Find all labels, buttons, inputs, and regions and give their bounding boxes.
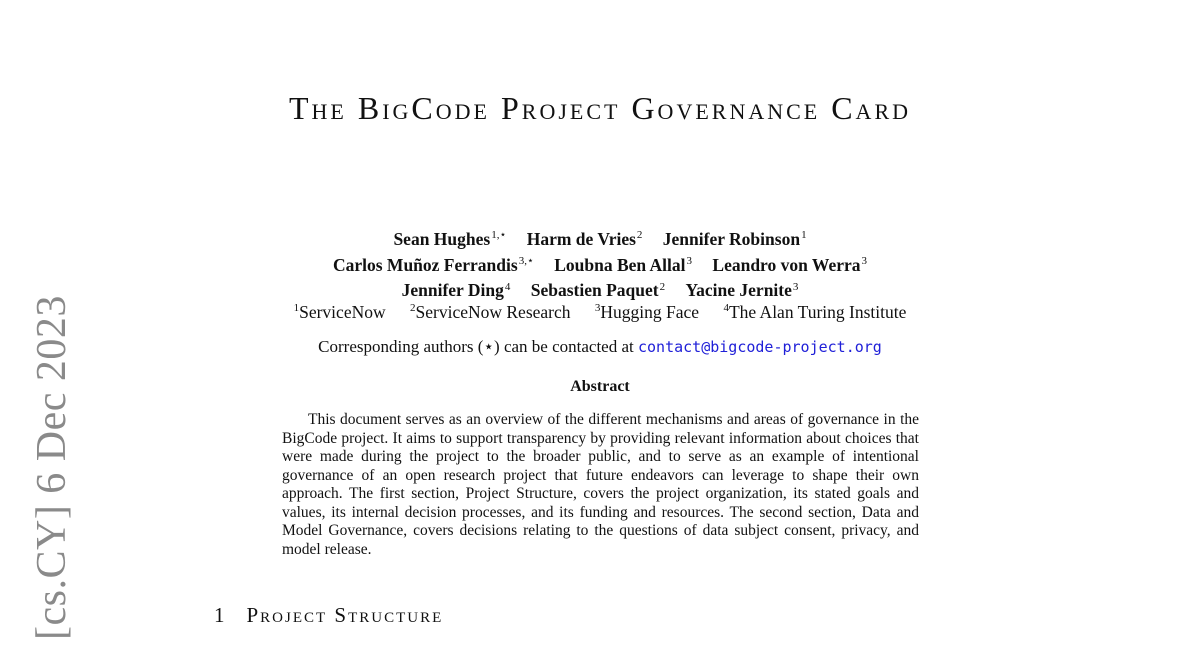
contact-text: Corresponding authors (⋆) can be contacted at bbox=[318, 337, 638, 356]
author-name: Jennifer Ding$^4$ bbox=[401, 280, 511, 301]
affiliation: $^4$The Alan Turing Institute bbox=[723, 302, 907, 322]
author-name: Jennifer Robinson$^1$ bbox=[662, 228, 807, 249]
section-number: 1 bbox=[214, 603, 225, 627]
author-name: Carlos Muñoz Ferrandis$^{3,⋆}$ bbox=[332, 254, 534, 275]
author-name: Yacine Jernite$^3$ bbox=[685, 280, 799, 301]
author-name: Sebastien Paquet$^2$ bbox=[530, 280, 666, 301]
author-name: Sean Hughes$^{1,⋆}$ bbox=[393, 228, 507, 249]
author-name: Harm de Vries$^2$ bbox=[526, 228, 643, 249]
author-affiliation-mark: 3 bbox=[686, 254, 693, 267]
arxiv-stamp: [cs.CY] 6 Dec 2023 bbox=[29, 295, 75, 640]
author-name: Loubna Ben Allal$^3$ bbox=[554, 254, 693, 275]
author-name: Leandro von Werra$^3$ bbox=[712, 254, 868, 275]
abstract-heading: Abstract bbox=[570, 378, 630, 395]
author-affiliation-mark: 3 bbox=[792, 280, 799, 293]
affiliation: $^3$Hugging Face bbox=[594, 302, 700, 322]
section-heading bbox=[214, 603, 443, 628]
paper-title: The BigCode Project Governance Card bbox=[288, 90, 912, 126]
author-list bbox=[0, 224, 1200, 301]
contact-email-link[interactable]: contact@bigcode-project.org bbox=[638, 338, 882, 356]
section-title: Project Structure bbox=[246, 603, 444, 627]
contact-line bbox=[0, 337, 1200, 357]
author-affiliation-mark: 2 bbox=[659, 280, 666, 293]
author-affiliation-mark: 4 bbox=[504, 280, 511, 293]
author-affiliation-mark: 3 bbox=[861, 254, 868, 267]
author-line bbox=[0, 250, 1200, 276]
author-line bbox=[0, 224, 1200, 250]
affiliation: $^1$ServiceNow bbox=[293, 302, 386, 322]
author-affiliation-mark: 1,⋆ bbox=[491, 229, 507, 241]
abstract-body: This document serves as an overview of the different mechanisms and areas of governance in the BigCode project. It aims to support transparency by providing relevant information about choices that were made during the project to the broader public, and to serve as an example of intentional governance of an open research project that future endeavors can leverage to shape their own approach. The first section, Project Structure, covers the project organization, its stated goals and values, its internal decision processes, and its funding and resources. The second section, Data and Model Governance, covers decisions relating to the questions of data subject consent, privacy, and model release. bbox=[282, 411, 919, 558]
author-affiliation-mark: 3,⋆ bbox=[518, 254, 534, 267]
affiliation-list bbox=[0, 302, 1200, 323]
author-line bbox=[0, 276, 1200, 302]
author-affiliation-mark: 1 bbox=[801, 229, 807, 241]
author-affiliation-mark: 2 bbox=[636, 229, 643, 241]
affiliation: $^2$ServiceNow Research bbox=[410, 302, 571, 322]
